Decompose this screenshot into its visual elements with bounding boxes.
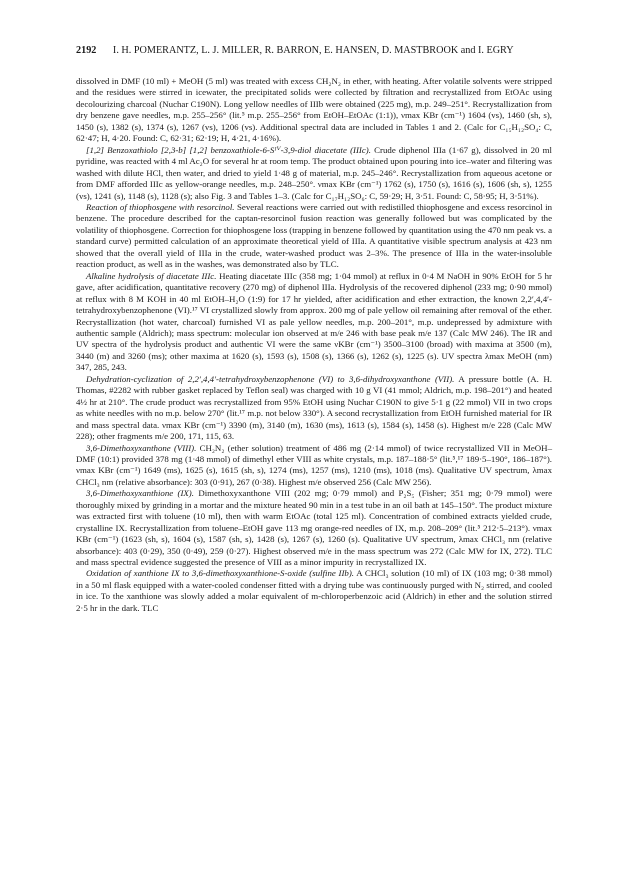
section-heading: 3,6-Dimethoxyxanthone (VIII). bbox=[86, 442, 197, 453]
paragraph-text: CH₂N₂ (ether solution) treatment of 486 mg (2·14 mmol) of twice recrystallized VII in MeOH–DMF (10:1) provided 378 mg (1·48 mmol) of dimethyl ether VIII as white crystals, m.p. 187–188·5° (lit.⁵,¹⁷ 189·5–190°, 186–187°). νmax KBr (cm⁻¹) 1649 (ms), 1625 (s), 1615 (sh, s), 1274 (ms), 1257 (ms), 1210 (ms), 1018 (ms). Qualitative UV spectrum, λmax CHCl₃ nm (relative absorbance): 303 (0·91), 267 (0·38). Highest m/e observed 256 (Calc MW 256). bbox=[76, 442, 552, 487]
section-heading: Reaction of thiophosgene with resorcinol. bbox=[86, 201, 235, 212]
paragraph-text: A CHCl₃ solution (10 ml) of IX (103 mg; 0·38 mmol) in a 50 ml flask equipped with a water-cooled condenser fitted with a drying tube was continuously purged with N₂ stirred, and cooled in ice. To the xanthione was slowly added a molar equivalent of m-chloroperbenzoic acid (Aldrich) in ether and the solution stirred 2·5 hr in the dark. TLC bbox=[76, 568, 552, 613]
section-heading: Dehydration-cyclization of 2,2′,4,4′-tetrahydroxybenzophenone (VI) to 3,6-dihydroxyxanthone (VII). bbox=[86, 373, 455, 384]
article-body bbox=[76, 76, 552, 614]
section-heading: Oxidation of xanthione IX to 3,6-dimethoxyxanthione-S-oxide (sulfine IIb). bbox=[86, 568, 354, 579]
paragraph-dehydration-cyclization bbox=[76, 374, 552, 443]
paragraph-alkaline-hydrolysis bbox=[76, 271, 552, 374]
paragraph-text: Heating diacetate IIIc (358 mg; 1·04 mmol) at reflux in 0·4 M NaOH in 90% EtOH for 5 hr gave, after acidification, quantitative recovery (270 mg) of diphenol IIIa. Hydrolysis of the recovered diphenol (233 mg; 0·90 mmol) at reflux with 8 M KOH in 40 ml EtOH–H₂O (1:9) for 17 hr yielded, after acidification and ether extraction, the known 2,2′,4,4′-tetrahydroxybenzophenone (VI).¹⁷ VI crystallized slowly from approx. 200 mg of pale yellow oil remaining after removal of the ether. Recrystallization (hot water, charcoal) furnished VI as pale yellow needles, m.p. 200–201°, m.p. undepressed by admixture with authentic sample (Aldrich); mass spectrum: molecular ion observed at m/e 246 with base peak m/e 137 (Calc MW 246). The IR and UV spectra of the hydrolysis product and authentic VI were the same νKBr (cm⁻¹) 3500–3100 (broad) with maxima at 3500 (m), 3440 (m) and 3260 (ms); other maxima at 1620 (s), 1593 (s), 1508 (s), 1366 (s), 1262 (s), 1225 (s). UV spectra λmax MeOH (nm) 347, 285, 243. bbox=[76, 270, 552, 373]
paragraph-text: dissolved in DMF (10 ml) + MeOH (5 ml) was treated with excess CH₂N₂ in ether, with heating. After volatile solvents were stripped and the residues were stirred in icewater, the precipitated solids were collected by filtration and recrystallized from EtOAc using decolourizing charcoal (Nuchar C190N). Long yellow needles of IIIb were obtained (225 mg), m.p. 249–251°. Recrystallization from dry benzene gave needles, m.p. 255–256° (lit.⁵ m.p. 255–256° from EtOH–EtOAc (1:1)), νmax KBr (cm⁻¹) 1604 (vs), 1460 (sh, s), 1450 (s), 1382 (s), 1374 (s), 1267 (vs), 1206 (vs). Additional spectral data are included in Tables 1 and 2. (Calc for C₁₅H₁₂SO₄: C, 62·47; H, 4·20. Found: C, 62·31; 62·19; H, 4·21, 4·16%). bbox=[76, 76, 552, 144]
author-line: I. H. POMERANTZ, L. J. MILLER, R. BARRON, E. HANSEN, D. MASTBROOK and I. EGRY bbox=[112, 45, 514, 56]
paragraph-text: Dimethoxyxanthone VIII (202 mg; 0·79 mmol) and P₂S₅ (Fisher; 351 mg; 0·79 mmol) were thoroughly mixed by grinding in a mortar and the mixture heated 90 min in a test tube in an oil bath at 145–150°. The product mixture was extracted first with toluene (10 ml), then with warm EtOAc (total 125 ml). Concentration of combined extracts yielded crude, crystalline IX. Recrystallization from toluene–EtOH gave 113 mg orange-red needles of IX, m.p. 208–209° (lit.⁵ 212·5–213°). νmax KBr (cm⁻¹) (1623 (sh, s), 1604 (s), 1587 (sh, s), 1428 (s), 1267 (s), 1260 (s). Qualitative UV spectrum, λmax CHCl₃ nm (relative absorbance): 403 (0·29), 350 (0·49), 259 (0·27). Highest observed m/e in the mass spectrum was 272 (Calc MW for IX, 272). TLC and mass spectral evidence suggested the presence of VIII as a minor impurity in recrystallized IX. bbox=[76, 488, 552, 568]
paragraph-text: Crude diphenol IIIa (1·67 g), dissolved in 20 ml pyridine, was reacted with 4 ml Ac₂O for several hr at room temp. The product obtained upon pouring into ice–water and filtering was washed with dilute HCl, then water, and dried to yield 1·48 g of material, m.p. 245–246°. Recrystallization from aqueous acetone or from DMF afforded IIIc as yellow-orange needles, m.p. 248–250°. νmax KBr (cm⁻¹) 1762 (s), 1750 (s), 1616 (s), 1606 (sh, s), 1255 (vs), 1241 (s), 1148 (s), 1128 (s); also Fig. 3 and Tables 1–3. (Calc for C₁₇H₁₂SO₆: C, 59·29; H, 3·51. Found: C, 58·95; H, 3·51%). bbox=[76, 144, 552, 201]
paragraph-iiib-continuation bbox=[76, 76, 552, 145]
paragraph-dimethoxyxanthione bbox=[76, 488, 552, 568]
section-heading: Alkaline hydrolysis of diacetate IIIc. bbox=[86, 270, 217, 281]
paragraph-thiophosgene-reaction bbox=[76, 202, 552, 271]
paragraph-diacetate-iiic bbox=[76, 145, 552, 202]
section-heading: [1,2] Benzoxathiolo [2,3-b] [1,2] benzoxathiole-6-Sᴵⱽ-3,9-diol diacetate (IIIc). bbox=[86, 144, 371, 155]
section-heading: 3,6-Dimethoxyxanthione (IX). bbox=[86, 488, 194, 499]
running-header bbox=[76, 44, 552, 57]
paragraph-dimethoxyxanthone bbox=[76, 443, 552, 489]
paragraph-xanthione-oxidation bbox=[76, 568, 552, 614]
paragraph-text: A pressure bottle (A. H. Thomas, #2282 with rubber gasket replaced by Teflon seal) was charged with 10 g VI (41 mmol; Aldrich, m.p. 198–201°) and heated 4½ hr at 210°. The crude product was recrystallized from 95% EtOH using Nuchar C190N to give 5·1 g (22 mmol) VII in two crops as white needles with no m.p. below 270° (lit.¹⁷ m.p. not below 330°). A second recrystallization from EtOH furnished material for IR and mass spectral data. νmax KBr (cm⁻¹) 3390 (m), 3140 (m), 1630 (ms), 1613 (s), 1584 (s), 1458 (s). Highest m/e 228 (Calc MW 228); other fragments m/e 200, 171, 115, 63. bbox=[76, 373, 552, 442]
page-number: 2192 bbox=[76, 45, 97, 56]
paragraph-text: Several reactions were carried out with redistilled thiophosgene and excess resorcinol in benzene. The procedure described for the captan-resorcinol fusion reaction was generally followed but was complicated by the volatility of thiophosgene. Correction for thiophosgene loss (trapping in benzene followed by quantitation using the 470 nm peak vs. a standard curve) permitted calculation of an approximate theoretical yield of IIIa. A quantitative visible spectrum analysis at 423 nm showed that the overall yield of IIIa in the crude, water-washed product was 2–3%. The presence of IIIa in the water-insoluble reaction product, as well as in the washes, was demonstrated also by TLC. bbox=[76, 201, 552, 270]
